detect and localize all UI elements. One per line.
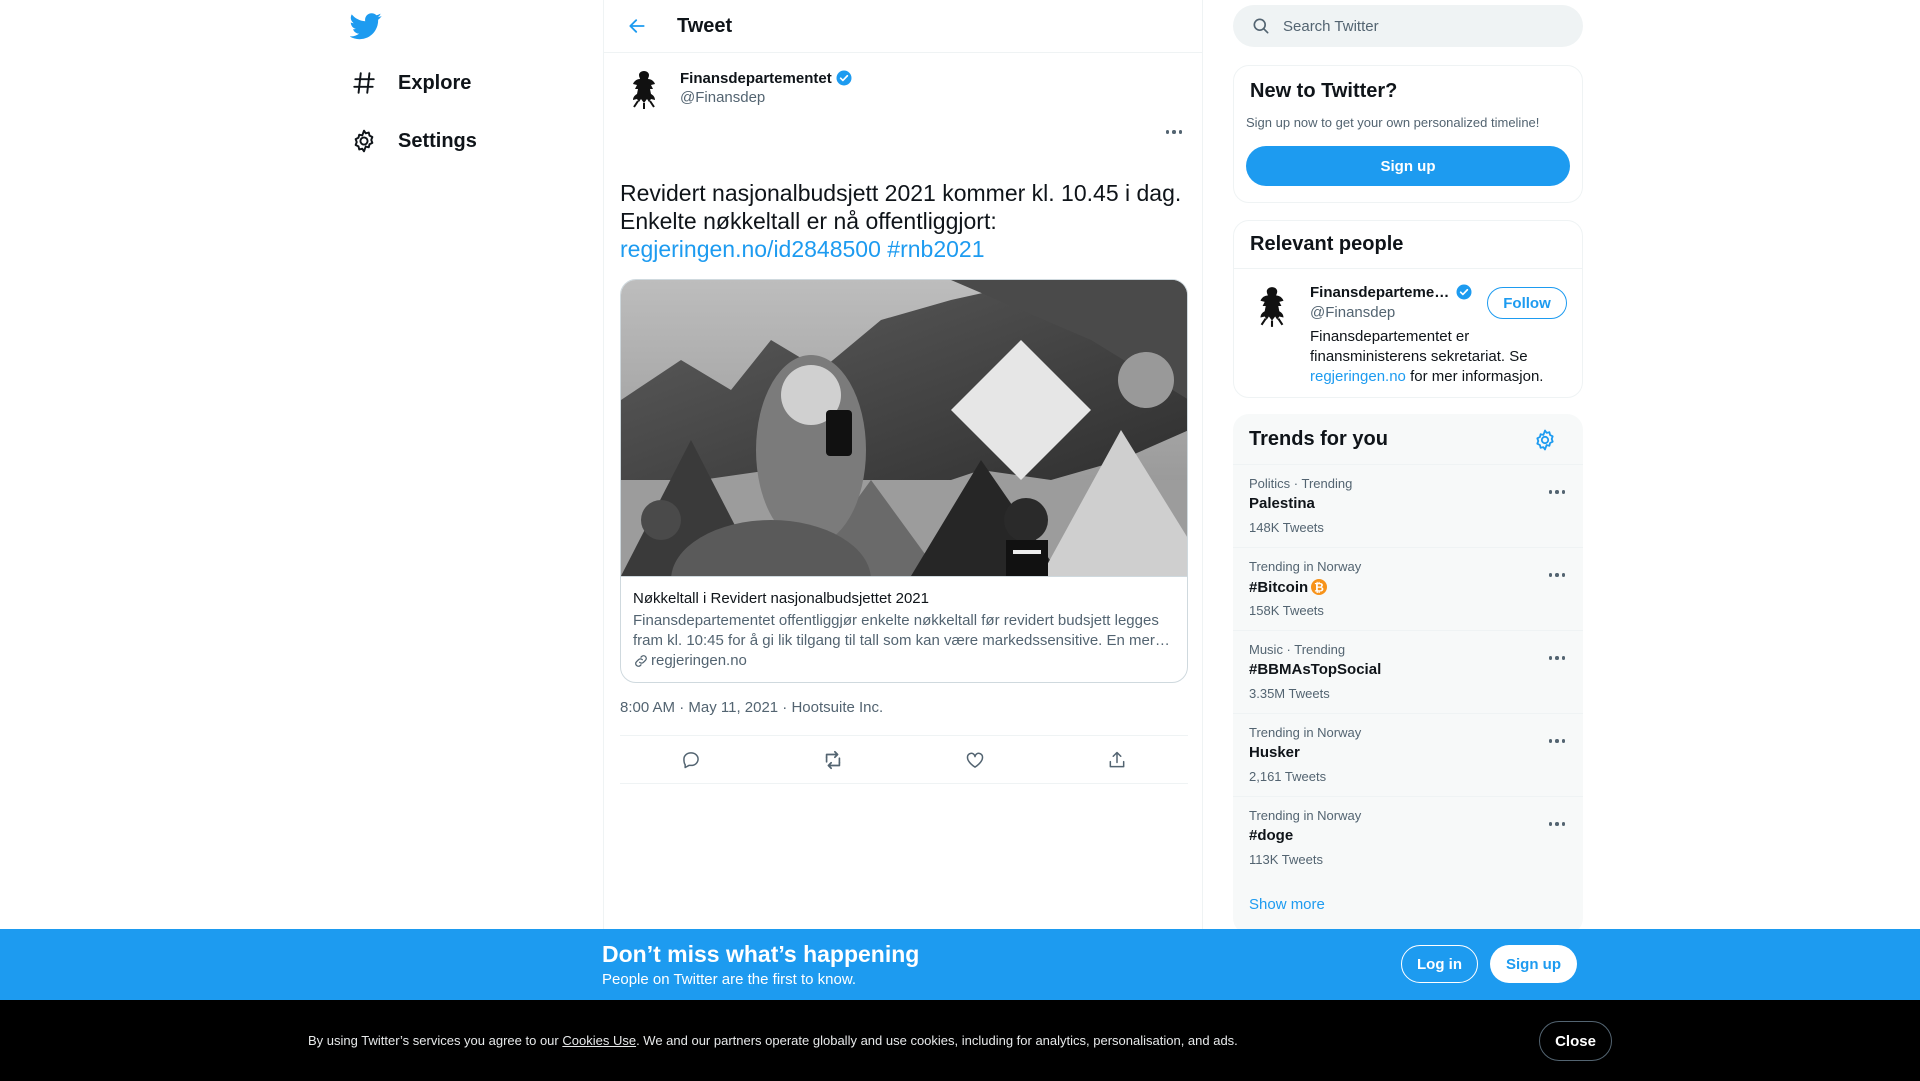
search-input[interactable] xyxy=(1283,18,1563,35)
cookie-bar xyxy=(0,1000,1920,1081)
trend-count: 158K Tweets xyxy=(1249,603,1324,618)
show-more-link[interactable]: Show more xyxy=(1249,896,1325,913)
divider xyxy=(1234,268,1582,269)
verified-badge-icon xyxy=(1455,283,1473,301)
page-title: Tweet xyxy=(677,14,733,37)
more-options-icon[interactable] xyxy=(1545,814,1569,834)
back-arrow-icon[interactable] xyxy=(619,8,655,44)
more-options-icon[interactable] xyxy=(1162,122,1186,142)
like-icon[interactable] xyxy=(958,743,992,777)
trend-context: Trending in Norway xyxy=(1249,559,1362,574)
relevant-bio-link[interactable]: regjeringen.no xyxy=(1310,368,1406,385)
link-preview-card[interactable] xyxy=(620,279,1188,683)
card-image xyxy=(621,280,1188,576)
retweet-icon[interactable] xyxy=(816,743,850,777)
reply-icon[interactable] xyxy=(674,743,708,777)
trend-context: Trending in Norway xyxy=(1249,725,1362,740)
relevant-bio xyxy=(1310,327,1570,387)
trend-name xyxy=(1249,578,1327,596)
relevant-name-text: Finansdeparteme… xyxy=(1310,283,1450,301)
banner-signup-button[interactable]: Sign up xyxy=(1490,945,1577,983)
trend-item[interactable] xyxy=(1233,547,1583,630)
trend-name-text: Palestina xyxy=(1249,495,1315,512)
share-icon[interactable] xyxy=(1100,743,1134,777)
new-to-twitter-title: New to Twitter? xyxy=(1250,80,1398,102)
cookie-text-end: . We and our partners operate globally and use cookies, including for analytics, personalisation, and ads. xyxy=(636,1033,1238,1048)
nav-settings-label: Settings xyxy=(398,129,477,152)
author-handle[interactable]: @Finansdep xyxy=(680,89,766,106)
trend-context: Music · Trending xyxy=(1249,642,1346,657)
sidebar-signup-button[interactable]: Sign up xyxy=(1246,146,1570,186)
svg-text:₿: ₿ xyxy=(1314,580,1325,595)
trend-name xyxy=(1249,827,1293,844)
tweet-timestamp[interactable]: 8:00 AM · May 11, 2021 · Hootsuite Inc. xyxy=(620,699,884,716)
trends-settings-gear-icon[interactable] xyxy=(1533,428,1557,452)
follow-button[interactable]: Follow xyxy=(1487,287,1567,319)
tweet-link[interactable]: regjeringen.no/id2848500 xyxy=(620,236,881,262)
trend-context: Politics · Trending xyxy=(1249,476,1353,491)
trend-count: 3.35M Tweets xyxy=(1249,686,1330,701)
tweet-header xyxy=(604,0,1202,53)
tweet-text-line1: Revidert nasjonalbudsjett 2021 kommer kl. 10.45 i dag. xyxy=(620,180,1182,206)
login-button[interactable]: Log in xyxy=(1401,945,1478,983)
tweet-text xyxy=(620,179,1188,263)
verified-badge-icon xyxy=(835,69,853,87)
relevant-people-title: Relevant people xyxy=(1250,233,1404,255)
cookie-close-button[interactable]: Close xyxy=(1539,1021,1612,1061)
more-options-icon[interactable] xyxy=(1545,731,1569,751)
more-options-icon[interactable] xyxy=(1545,648,1569,668)
cookies-use-link[interactable]: Cookies Use xyxy=(562,1033,637,1048)
nav-explore-label: Explore xyxy=(398,71,472,94)
banner-title: Don’t miss what’s happening xyxy=(602,941,920,967)
author-name[interactable] xyxy=(680,69,853,87)
trend-count: 2,161 Tweets xyxy=(1249,769,1327,784)
bitcoin-icon xyxy=(1311,578,1327,596)
main-column xyxy=(603,0,1203,1081)
relevant-bio-text-end: for mer informasjon. xyxy=(1405,368,1544,385)
trend-name-text: #BBMAsTopSocial xyxy=(1249,661,1382,678)
tweet-text-line2: Enkelte nøkkeltall er nå offentliggjort: xyxy=(620,208,997,234)
more-options-icon[interactable] xyxy=(1545,482,1569,502)
hashtag-icon xyxy=(350,69,378,97)
card-title: Nøkkeltall i Revidert nasjonalbudsjettet 2021 xyxy=(633,590,929,607)
trend-item[interactable] xyxy=(1233,796,1583,879)
tweet-actions xyxy=(620,735,1188,784)
trend-name-text: #doge xyxy=(1249,827,1294,844)
new-to-twitter-panel xyxy=(1233,65,1583,203)
relevant-people-panel xyxy=(1233,220,1583,398)
nav-settings[interactable] xyxy=(350,121,477,161)
tweet-author[interactable] xyxy=(620,65,853,113)
trends-title: Trends for you xyxy=(1249,428,1388,450)
search-box[interactable] xyxy=(1233,5,1583,47)
cookie-text xyxy=(308,1033,1238,1048)
trend-item[interactable] xyxy=(1233,630,1583,713)
relevant-bio-text: Finansdepartementet er finansministerens sekretariat. Se xyxy=(1310,328,1528,365)
new-to-twitter-subtitle: Sign up now to get your own personalized timeline! xyxy=(1246,115,1540,130)
twitter-bird-icon[interactable] xyxy=(350,10,382,42)
trend-name-text: Husker xyxy=(1249,744,1300,761)
trend-name xyxy=(1249,744,1300,761)
avatar[interactable] xyxy=(620,65,668,113)
trend-item[interactable] xyxy=(1233,713,1583,796)
card-description: Finansdepartementet offentliggjør enkelte nøkkeltall før revidert budsjett legges fram kl. 10:45 for å gi lik tilgang til tall som kan være markedssensitive. En mer… xyxy=(633,612,1170,649)
trend-name xyxy=(1249,661,1381,678)
relevant-avatar[interactable] xyxy=(1250,283,1298,331)
trend-context: Trending in Norway xyxy=(1249,808,1362,823)
trend-count: 148K Tweets xyxy=(1249,520,1324,535)
nav-explore[interactable] xyxy=(350,63,471,103)
link-icon xyxy=(633,653,649,669)
author-name-text: Finansdepartementet xyxy=(680,69,832,87)
card-domain-text: regjeringen.no xyxy=(651,652,747,669)
gear-icon xyxy=(350,127,378,155)
relevant-name[interactable] xyxy=(1310,283,1473,301)
tweet-hashtag[interactable]: #rnb2021 xyxy=(887,236,985,262)
card-domain xyxy=(633,651,1175,671)
cookie-text-start: By using Twitter’s services you agree to our xyxy=(308,1033,563,1048)
signup-banner xyxy=(0,929,1920,1000)
trend-item[interactable] xyxy=(1233,464,1583,547)
trend-count: 113K Tweets xyxy=(1249,852,1323,867)
trend-name xyxy=(1249,495,1315,512)
banner-subtitle: People on Twitter are the first to know. xyxy=(602,971,857,988)
relevant-handle[interactable]: @Finansdep xyxy=(1310,304,1396,321)
trend-name-text: #Bitcoin xyxy=(1249,578,1309,596)
search-icon xyxy=(1251,16,1271,36)
more-options-icon[interactable] xyxy=(1545,565,1569,585)
trends-panel xyxy=(1233,414,1583,934)
